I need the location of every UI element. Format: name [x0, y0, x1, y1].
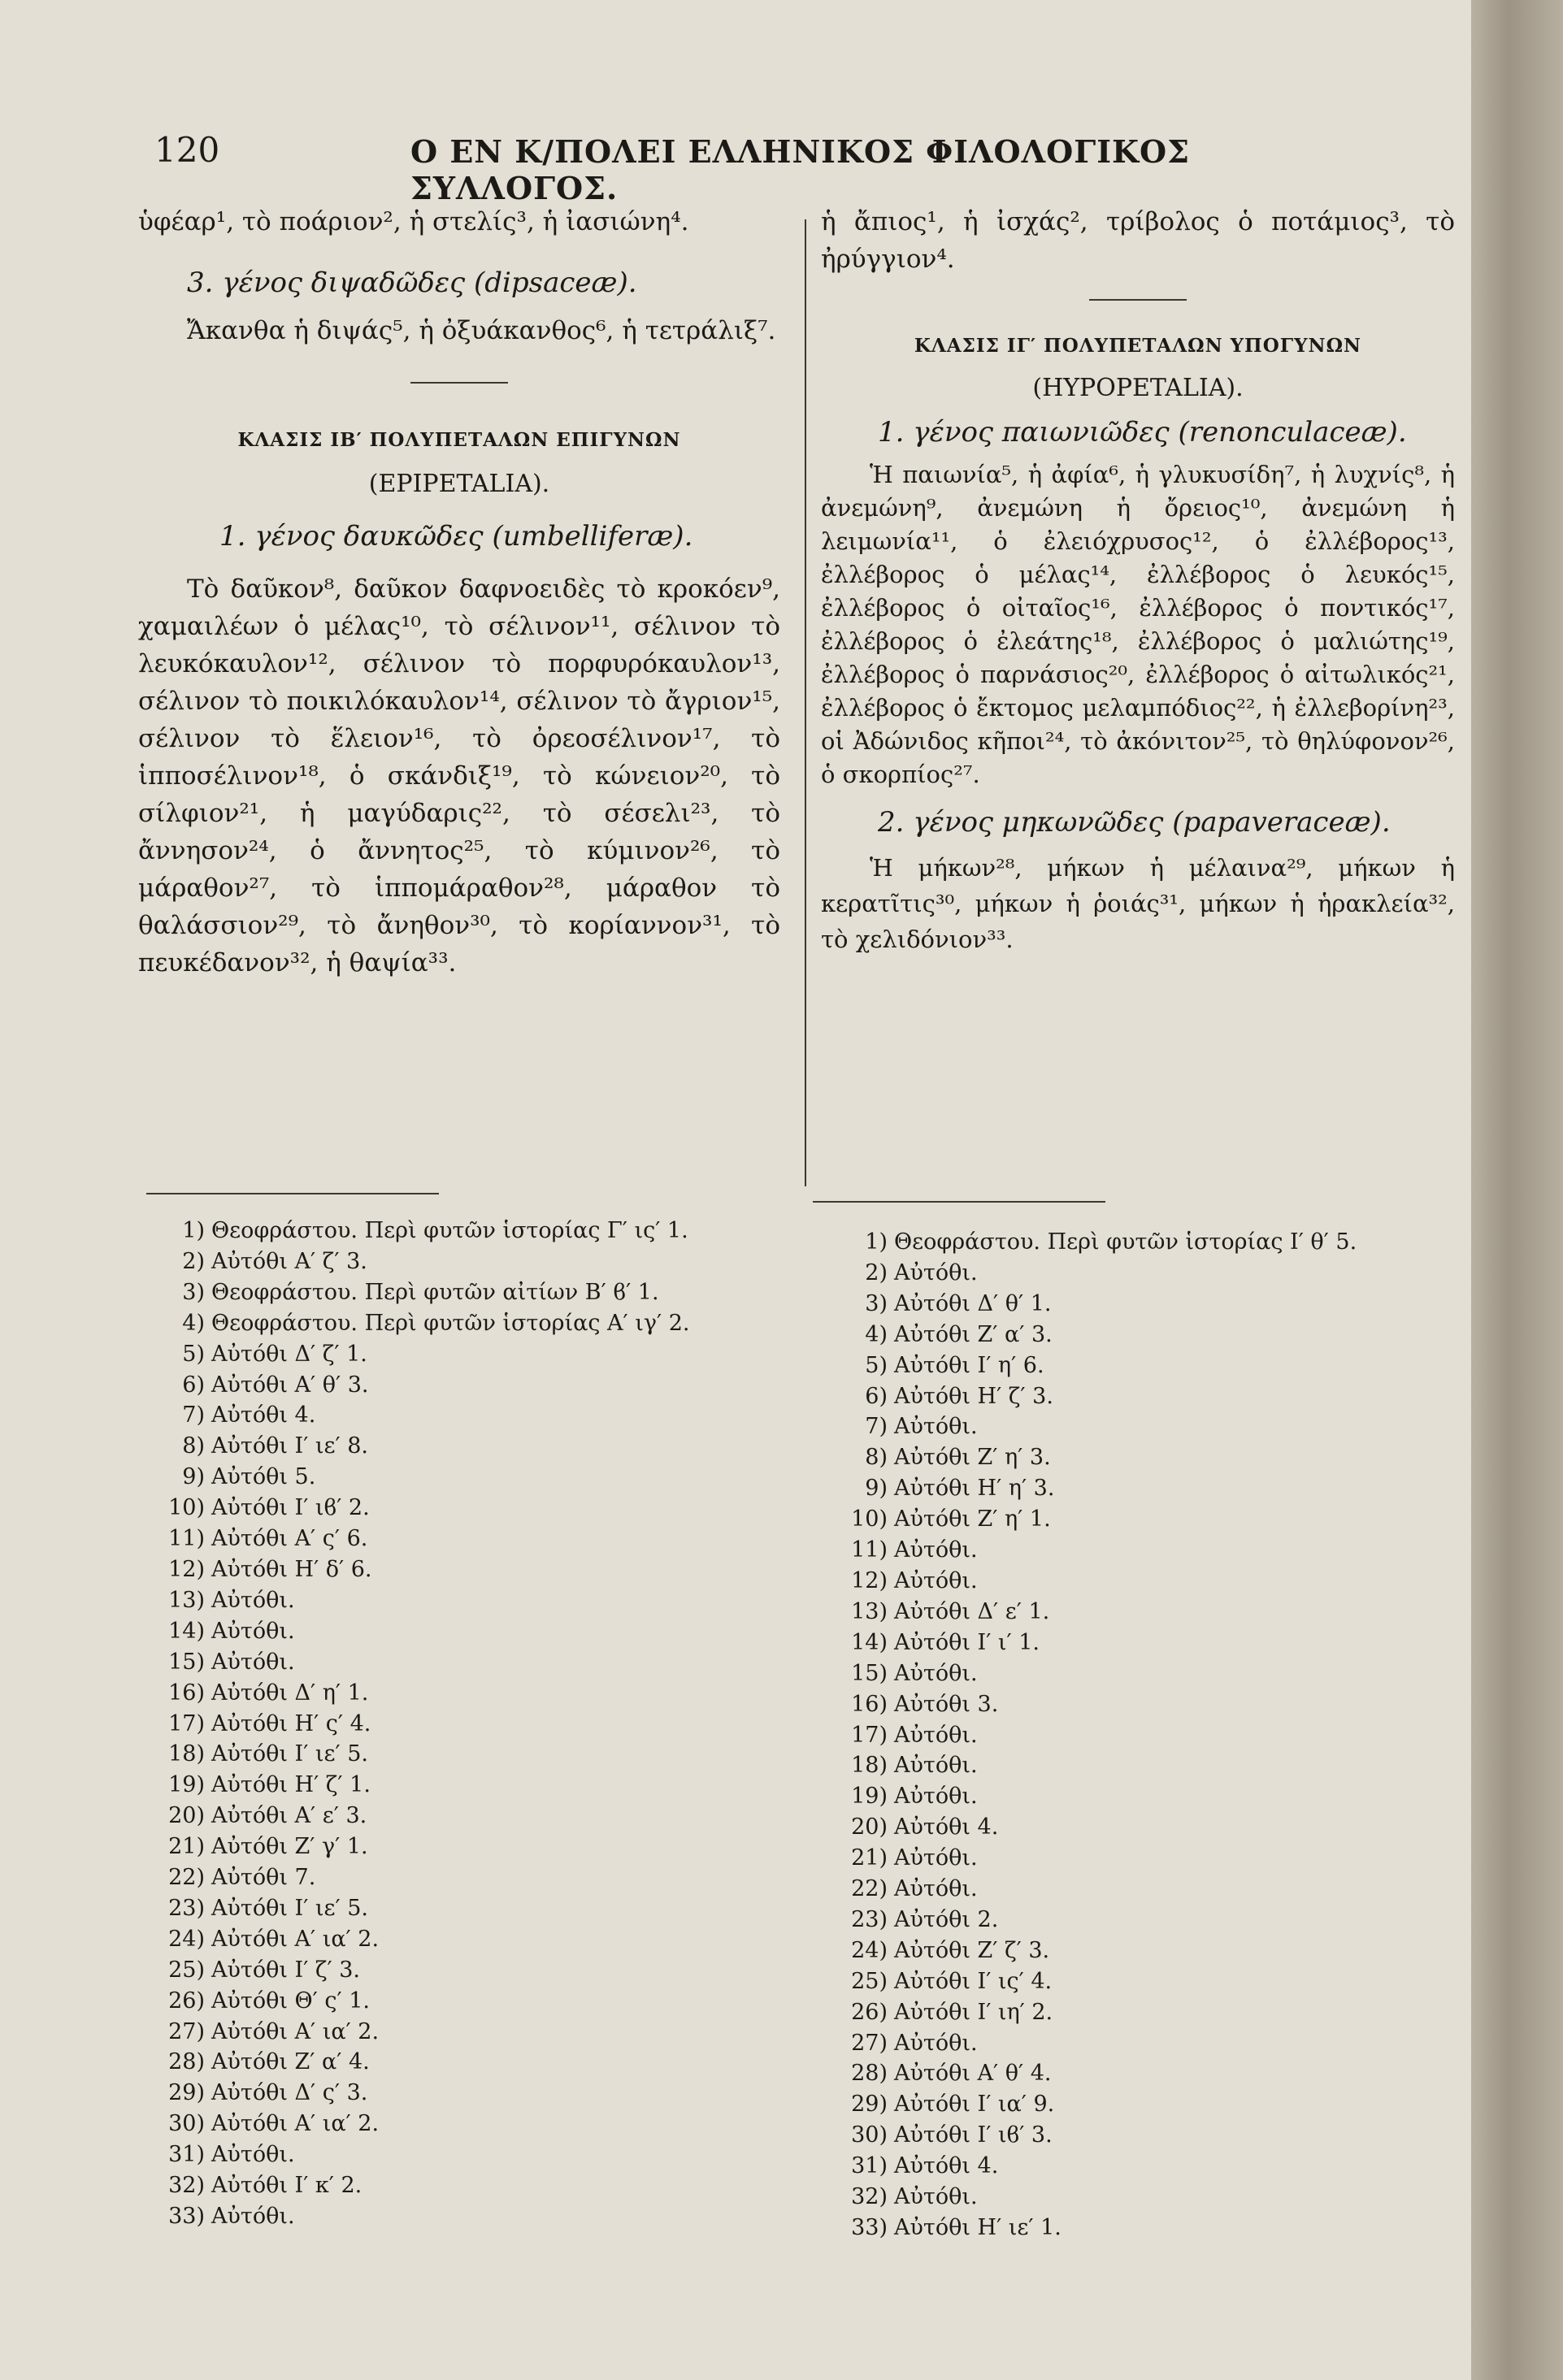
footnote-item [163, 1277, 797, 1308]
section-subtitle: (HYPOPETALIA). [1032, 374, 1244, 402]
footnote-item [845, 1750, 1463, 1781]
footnote-item [845, 1936, 1463, 1966]
footnote-text: Αὐτόθι. [894, 1660, 978, 1686]
footnote-number: 22) [851, 1876, 888, 1902]
footnote-item [163, 1955, 797, 1986]
footnote-item [845, 1843, 1463, 1874]
footnote-number: 13) [851, 1598, 888, 1624]
left-paragraph-2: Ἄκανθα ἡ διψάς⁵, ἡ ὀξυάκανθος⁶, ἡ τετράλιξ⁷. [187, 316, 776, 345]
footnote-item [163, 2017, 797, 2048]
footnote-text: Αὐτόθι Ι′ ιη′ 2. [894, 1999, 1053, 2025]
footnote-number: 27) [168, 2018, 205, 2044]
footnote-item [163, 2170, 797, 2201]
footnote-text: Αὐτόθι Α′ ς′ 6. [211, 1526, 368, 1552]
footnote-text: Θεοφράστου. Περὶ φυτῶν ἱστορίας Ι′ θ′ 5. [894, 1229, 1357, 1255]
footnote-item [163, 1770, 797, 1801]
footnote-number: 27) [851, 2030, 888, 2056]
footnote-number: 32) [851, 2184, 888, 2210]
footnote-item [845, 1874, 1463, 1905]
footnote-number: 1) [865, 1229, 888, 1255]
footnote-text: Αὐτόθι Ι′ ιε′ 5. [211, 1741, 368, 1767]
right-column [821, 203, 1455, 957]
footnote-number: 33) [168, 2204, 205, 2229]
footnote-item [163, 1893, 797, 1924]
footnote-item [845, 1781, 1463, 1812]
section-subtitle: (EPIPETALIA). [368, 470, 550, 498]
footnote-item [845, 1689, 1463, 1720]
footnote-text: Αὐτόθι. [894, 1845, 978, 1871]
right-footnotes [845, 1227, 1463, 2243]
section-title: ΚΛΑΣΙΣ ΙΒ′ ΠΟΛΥΠΕΤΑΛΩΝ ΕΠΙΓΥΝΩΝ [237, 429, 681, 451]
footnote-number: 23) [851, 1906, 888, 1932]
footnote-number: 30) [851, 2122, 888, 2148]
page-number: 120 [154, 130, 220, 170]
footnote-item [163, 1924, 797, 1955]
footnote-number: 29) [168, 2080, 205, 2106]
footnote-item [163, 1647, 797, 1678]
footnote-item [163, 2047, 797, 2078]
footnote-item [845, 1381, 1463, 1412]
footnote-number: 28) [851, 2061, 888, 2087]
section-heading-epipetalia [138, 424, 780, 504]
footnote-text: Αὐτόθι Α′ θ′ 4. [894, 2061, 1052, 2087]
footnote-number: 14) [851, 1629, 888, 1655]
footnote-number: 18) [851, 1753, 888, 1779]
footnote-item [163, 1739, 797, 1770]
footnote-number: 24) [851, 1937, 888, 1963]
right-paragraph-1: ἡ ἄπιος¹, ἡ ἰσχάς², τρίβολος ὁ ποτάμιος³, τὸ ἠρύγγιον⁴. [821, 207, 1455, 274]
footnote-number: 12) [168, 1556, 205, 1582]
footnote-text: Αὐτόθι 4. [894, 1814, 999, 1840]
footnote-number: 6) [182, 1372, 205, 1398]
footnote-text: Αὐτόθι. [894, 1876, 978, 1902]
footnote-text: Αὐτόθι Δ′ ε′ 1. [894, 1598, 1050, 1624]
footnote-item [845, 1350, 1463, 1381]
footnote-item [163, 1216, 797, 1246]
footnote-text: Αὐτόθι. [894, 1414, 978, 1440]
footnote-number: 25) [851, 1968, 888, 1994]
footnote-number: 17) [168, 1710, 205, 1736]
footnote-item [163, 1678, 797, 1709]
footnote-text: Αὐτόθι Ζ′ α′ 4. [211, 2049, 370, 2075]
footnote-text: Αὐτόθι 4. [894, 2153, 999, 2179]
footnote-item [845, 2151, 1463, 2182]
section-separator [410, 382, 508, 384]
footnote-number: 11) [168, 1526, 205, 1552]
footnote-number: 17) [851, 1722, 888, 1748]
footnote-text: Αὐτόθι Ι′ ι′ 1. [894, 1629, 1040, 1655]
footnote-item [845, 1566, 1463, 1597]
footnote-item [163, 2201, 797, 2232]
footnote-item [845, 1442, 1463, 1473]
column-divider [805, 219, 806, 1186]
footnote-number: 33) [851, 2215, 888, 2240]
footnote-item [163, 1339, 797, 1370]
footnote-text: Αὐτόθι. [211, 1618, 295, 1644]
footnote-item [845, 2120, 1463, 2151]
footnote-text: Αὐτόθι. [894, 1753, 978, 1779]
footnote-item [845, 1812, 1463, 1843]
footnote-number: 24) [168, 1926, 205, 1952]
footnote-item [163, 1462, 797, 1493]
section-separator [1089, 299, 1187, 301]
footnote-number: 7) [182, 1402, 205, 1428]
footnote-number: 8) [865, 1445, 888, 1471]
footnote-rule-left [146, 1193, 439, 1194]
footnote-text: Αὐτόθι Ι′ ζ′ 3. [211, 1957, 361, 1983]
footnote-text: Αὐτόθι Α′ ζ′ 3. [211, 1248, 367, 1274]
footnote-number: 16) [851, 1691, 888, 1717]
left-footnotes [163, 1216, 797, 2232]
footnote-item [845, 1997, 1463, 2028]
footnote-text: Αὐτόθι. [211, 1587, 295, 1613]
footnote-text: Αὐτόθι Ι′ ια′ 9. [894, 2092, 1055, 2118]
footnote-item [163, 1493, 797, 1524]
footnote-item [163, 1524, 797, 1554]
footnote-item [845, 1258, 1463, 1289]
footnote-number: 26) [851, 1999, 888, 2025]
footnote-number: 28) [168, 2049, 205, 2075]
footnote-number: 19) [168, 1772, 205, 1798]
footnote-text: Αὐτόθι 4. [211, 1402, 316, 1428]
footnote-number: 3) [182, 1279, 205, 1305]
footnote-item [163, 1370, 797, 1401]
footnote-number: 3) [865, 1290, 888, 1316]
footnote-item [845, 2058, 1463, 2089]
footnote-item [163, 1585, 797, 1616]
footnote-text: Αὐτόθι Ζ′ α′ 3. [894, 1321, 1053, 1347]
footnote-number: 6) [865, 1383, 888, 1409]
footnote-number: 21) [851, 1845, 888, 1871]
footnote-item [845, 1905, 1463, 1936]
left-column [138, 203, 780, 982]
footnote-number: 14) [168, 1618, 205, 1644]
footnote-text: Αὐτόθι Ι′ ιϐ′ 3. [894, 2122, 1053, 2148]
footnote-item [163, 1308, 797, 1339]
footnote-text: Αὐτόθι Α′ θ′ 3. [211, 1372, 369, 1398]
footnote-item [163, 1986, 797, 2017]
footnote-text: Αὐτόθι 2. [894, 1906, 999, 1932]
footnote-number: 9) [182, 1464, 205, 1490]
footnote-number: 4) [865, 1321, 888, 1347]
footnote-item [845, 1504, 1463, 1535]
footnote-item [845, 1473, 1463, 1504]
footnote-number: 20) [851, 1814, 888, 1840]
footnote-text: Αὐτόθι Ι′ ιε′ 5. [211, 1895, 368, 1921]
right-paragraph-2: Ἡ παιωνία⁵, ἡ ἀφία⁶, ἡ γλυκυσίδη⁷, ἡ λυχνίς⁸, ἡ ἀνεμώνη⁹, ἀνεμώνη ἡ ὄρειος¹⁰, ἀνεμώνη ἡ λειμωνία¹¹, ὁ ἐλειόχρυσος¹², ὁ ἐλλέβορος¹³, ἐλλέβορος ὁ μέλας¹⁴, ἐλλέβορος ὁ λευκός¹⁵, ἐλλέβορος ὁ οἰταῖος¹⁶, ἐλλέβορος ὁ ποντικός¹⁷, ἐλλέβορος ὁ ἐλεάτης¹⁸, ἐλλέβορος ὁ μαλιώτης¹⁹, ἐλλέβορος ὁ παρνάσιος²⁰, ἐλλέβορος ὁ αἰτωλικός²¹, ἐλλέβορος ὁ ἔκτομος μελαμπόδιος²², ἡ ἐλλεβορίνη²³, οἱ Ἀδώνιδος κῆποι²⁴, τὸ ἀκόνιτον²⁵, τὸ θηλύφονον²⁶, ὁ σκορπίος²⁷. [821, 461, 1455, 788]
footnote-text: Θεοφράστου. Περὶ φυτῶν ἱστορίας Γ′ ις′ 1. [211, 1218, 688, 1243]
footnote-text: Αὐτόθι Ι′ η′ 6. [894, 1352, 1044, 1378]
footnote-item [163, 2078, 797, 2109]
footnote-number: 15) [168, 1649, 205, 1675]
footnote-text: Αὐτόθι. [894, 1722, 978, 1748]
footnote-text: Αὐτόθι Δ′ ς′ 3. [211, 2080, 368, 2106]
footnote-text: Αὐτόθι Η′ ζ′ 1. [211, 1772, 371, 1798]
footnote-number: 31) [168, 2142, 205, 2168]
footnote-item [163, 1801, 797, 1832]
footnote-item [845, 2182, 1463, 2213]
footnote-text: Αὐτόθι Ι′ κ′ 2. [211, 2173, 363, 2199]
footnote-item [163, 2139, 797, 2170]
footnote-number: 26) [168, 1988, 205, 2014]
footnote-number: 15) [851, 1660, 888, 1686]
footnote-item [845, 2213, 1463, 2243]
page-header [154, 130, 1292, 206]
footnote-number: 31) [851, 2153, 888, 2179]
footnote-item [163, 1246, 797, 1277]
footnote-item [163, 1400, 797, 1431]
left-paragraph-3: Τὸ δαῦκον⁸, δαῦκον δαφνοειδὲς τὸ κροκόεν⁹, χαμαιλέων ὁ μέλας¹⁰, τὸ σέλινον¹¹, σέλινον τὸ λευκόκαυλον¹², σέλινον τὸ πορφυρόκαυλον¹³, σέλινον τὸ ποικιλόκαυλον¹⁴, σέλινον τὸ ἄγριον¹⁵, σέλινον τὸ ἕλειον¹⁶, τὸ ὀρεοσέλινον¹⁷, τὸ ἱπποσέλινον¹⁸, ὁ σκάνδιξ¹⁹, τὸ κώνειον²⁰, τὸ σίλφιον²¹, ἡ μαγύδαρις²², τὸ σέσελι²³, τὸ ἄννησον²⁴, ὁ ἄννητος²⁵, τὸ κύμινον²⁶, τὸ μάραθον²⁷, τὸ ἱππομάραθον²⁸, μάραθον τὸ θαλάσσιον²⁹, τὸ ἄνηθον³⁰, τὸ κορίαννον³¹, τὸ πευκέδανον³², ἡ θαψία³³. [138, 574, 780, 978]
footnote-item [163, 2109, 797, 2139]
footnote-number: 7) [865, 1414, 888, 1440]
footnote-text: Αὐτόθι. [894, 1537, 978, 1563]
running-title: Ο ΕΝ Κ/ΠΟΛΕΙ ΕΛΛΗΝΙΚΟΣ ΦΙΛΟΛΟΓΙΚΟΣ ΣΥΛΛΟΓΟΣ. [410, 133, 1190, 206]
footnote-number: 13) [168, 1587, 205, 1613]
footnote-item [845, 2089, 1463, 2120]
footnote-text: Αὐτόθι Η′ δ′ 6. [211, 1556, 372, 1582]
footnote-text: Θεοφράστου. Περὶ φυτῶν αἰτίων Β′ ϐ′ 1. [211, 1279, 659, 1305]
footnote-item [845, 1597, 1463, 1628]
footnote-text: Αὐτόθι. [894, 2184, 978, 2210]
footnote-text: Αὐτόθι. [894, 2030, 978, 2056]
footnote-item [163, 1862, 797, 1893]
footnote-text: Αὐτόθι 3. [894, 1691, 999, 1717]
footnote-number: 5) [182, 1341, 205, 1367]
footnote-text: Αὐτόθι. [894, 1259, 978, 1285]
footnote-number: 23) [168, 1895, 205, 1921]
footnote-number: 8) [182, 1433, 205, 1459]
footnote-number: 5) [865, 1352, 888, 1378]
footnote-text: Αὐτόθι 7. [211, 1865, 316, 1891]
footnote-text: Αὐτόθι Δ′ θ′ 1. [894, 1290, 1052, 1316]
footnote-text: Αὐτόθι Η′ ιε′ 1. [894, 2215, 1062, 2240]
footnote-text: Αὐτόθι 5. [211, 1464, 316, 1490]
footnote-item [845, 1628, 1463, 1658]
footnote-number: 12) [851, 1567, 888, 1593]
footnote-number: 32) [168, 2173, 205, 2199]
footnote-text: Αὐτόθι Ι′ ις′ 4. [894, 1968, 1053, 1994]
footnote-rule-right [813, 1201, 1105, 1203]
footnote-text: Αὐτόθι Α′ ια′ 2. [211, 1926, 380, 1952]
footnote-number: 16) [168, 1680, 205, 1706]
section-title: ΚΛΑΣΙΣ ΙΓ′ ΠΟΛΥΠΕΤΑΛΩΝ ΥΠΟΓΥΝΩΝ [914, 335, 1362, 357]
footnote-number: 19) [851, 1784, 888, 1810]
footnote-item [845, 1320, 1463, 1350]
footnote-number: 29) [851, 2092, 888, 2118]
footnote-item [845, 1289, 1463, 1320]
footnote-item [163, 1554, 797, 1585]
footnote-number: 10) [168, 1495, 205, 1521]
left-paragraph-1: ὑφέαρ¹, τὸ ποάριον², ἡ στελίς³, ἡ ἰασιώνη⁴. [138, 207, 689, 236]
page-edge [1471, 0, 1563, 2380]
footnote-text: Αὐτόθι. [211, 1649, 295, 1675]
footnote-number: 1) [182, 1218, 205, 1243]
footnote-text: Αὐτόθι Α′ ια′ 2. [211, 2018, 380, 2044]
footnote-item [845, 1535, 1463, 1566]
footnote-text: Αὐτόθι Α′ ε′ 3. [211, 1803, 367, 1829]
footnote-text: Θεοφράστου. Περὶ φυτῶν ἱστορίας Α′ ιγ′ 2. [211, 1310, 690, 1336]
footnote-item [845, 1411, 1463, 1442]
genus-heading-renonculaceae: 1. γένος παιωνιῶδες (renonculaceæ). [878, 416, 1407, 449]
genus-heading-umbelliferae: 1. γένος δαυκῶδες (umbelliferæ). [219, 520, 693, 553]
footnote-text: Αὐτόθι. [894, 1567, 978, 1593]
genus-heading-papaveraceae: 2. γένος μηκωνῶδες (papaveraceæ). [878, 806, 1391, 839]
footnote-number: 2) [865, 1259, 888, 1285]
footnote-text: Αὐτόθι Δ′ η′ 1. [211, 1680, 369, 1706]
footnote-item [845, 1966, 1463, 1997]
footnote-item [845, 1720, 1463, 1751]
footnote-item [163, 1616, 797, 1647]
footnote-text: Αὐτόθι Δ′ ζ′ 1. [211, 1341, 367, 1367]
footnote-number: 9) [865, 1476, 888, 1502]
footnote-text: Αὐτόθι Η′ ζ′ 3. [894, 1383, 1053, 1409]
footnote-text: Αὐτόθι Ι′ ιϐ′ 2. [211, 1495, 370, 1521]
footnote-number: 25) [168, 1957, 205, 1983]
footnote-number: 18) [168, 1741, 205, 1767]
footnote-number: 22) [168, 1865, 205, 1891]
footnote-text: Αὐτόθι. [211, 2142, 295, 2168]
genus-heading-dipsaceae: 3. γένος διψαδῶδες (dipsaceæ). [187, 267, 637, 299]
footnote-text: Αὐτόθι. [211, 2204, 295, 2229]
footnote-number: 21) [168, 1834, 205, 1860]
footnote-number: 20) [168, 1803, 205, 1829]
footnote-item [845, 1227, 1463, 1258]
footnote-text: Αὐτόθι Α′ ια′ 2. [211, 2111, 380, 2137]
footnote-text: Αὐτόθι Ζ′ η′ 3. [894, 1445, 1051, 1471]
footnote-item [163, 1431, 797, 1462]
footnote-number: 10) [851, 1506, 888, 1532]
footnote-text: Αὐτόθι Η′ ς′ 4. [211, 1710, 371, 1736]
footnote-number: 11) [851, 1537, 888, 1563]
footnote-text: Αὐτόθι Ι′ ιε′ 8. [211, 1433, 368, 1459]
footnote-number: 30) [168, 2111, 205, 2137]
footnote-number: 4) [182, 1310, 205, 1336]
footnote-text: Αὐτόθι Ζ′ η′ 1. [894, 1506, 1051, 1532]
footnote-item [163, 1709, 797, 1740]
right-paragraph-3: Ἡ μήκων²⁸, μήκων ἡ μέλαινα²⁹, μήκων ἡ κερατῖτις³⁰, μήκων ἡ ῥοιάς³¹, μήκων ἡ ἡρακλεία³², τὸ χελιδόνιον³³. [821, 854, 1455, 953]
footnote-item [845, 1658, 1463, 1689]
footnote-text: Αὐτόθι Ζ′ γ′ 1. [211, 1834, 368, 1860]
section-heading-hypopetalia [821, 330, 1455, 408]
footnote-text: Αὐτόθι Θ′ ς′ 1. [211, 1988, 370, 2014]
footnote-item [163, 1832, 797, 1862]
footnote-item [845, 2028, 1463, 2059]
footnote-number: 2) [182, 1248, 205, 1274]
footnote-text: Αὐτόθι Η′ η′ 3. [894, 1476, 1055, 1502]
footnote-text: Αὐτόθι Ζ′ ζ′ 3. [894, 1937, 1050, 1963]
footnote-text: Αὐτόθι. [894, 1784, 978, 1810]
